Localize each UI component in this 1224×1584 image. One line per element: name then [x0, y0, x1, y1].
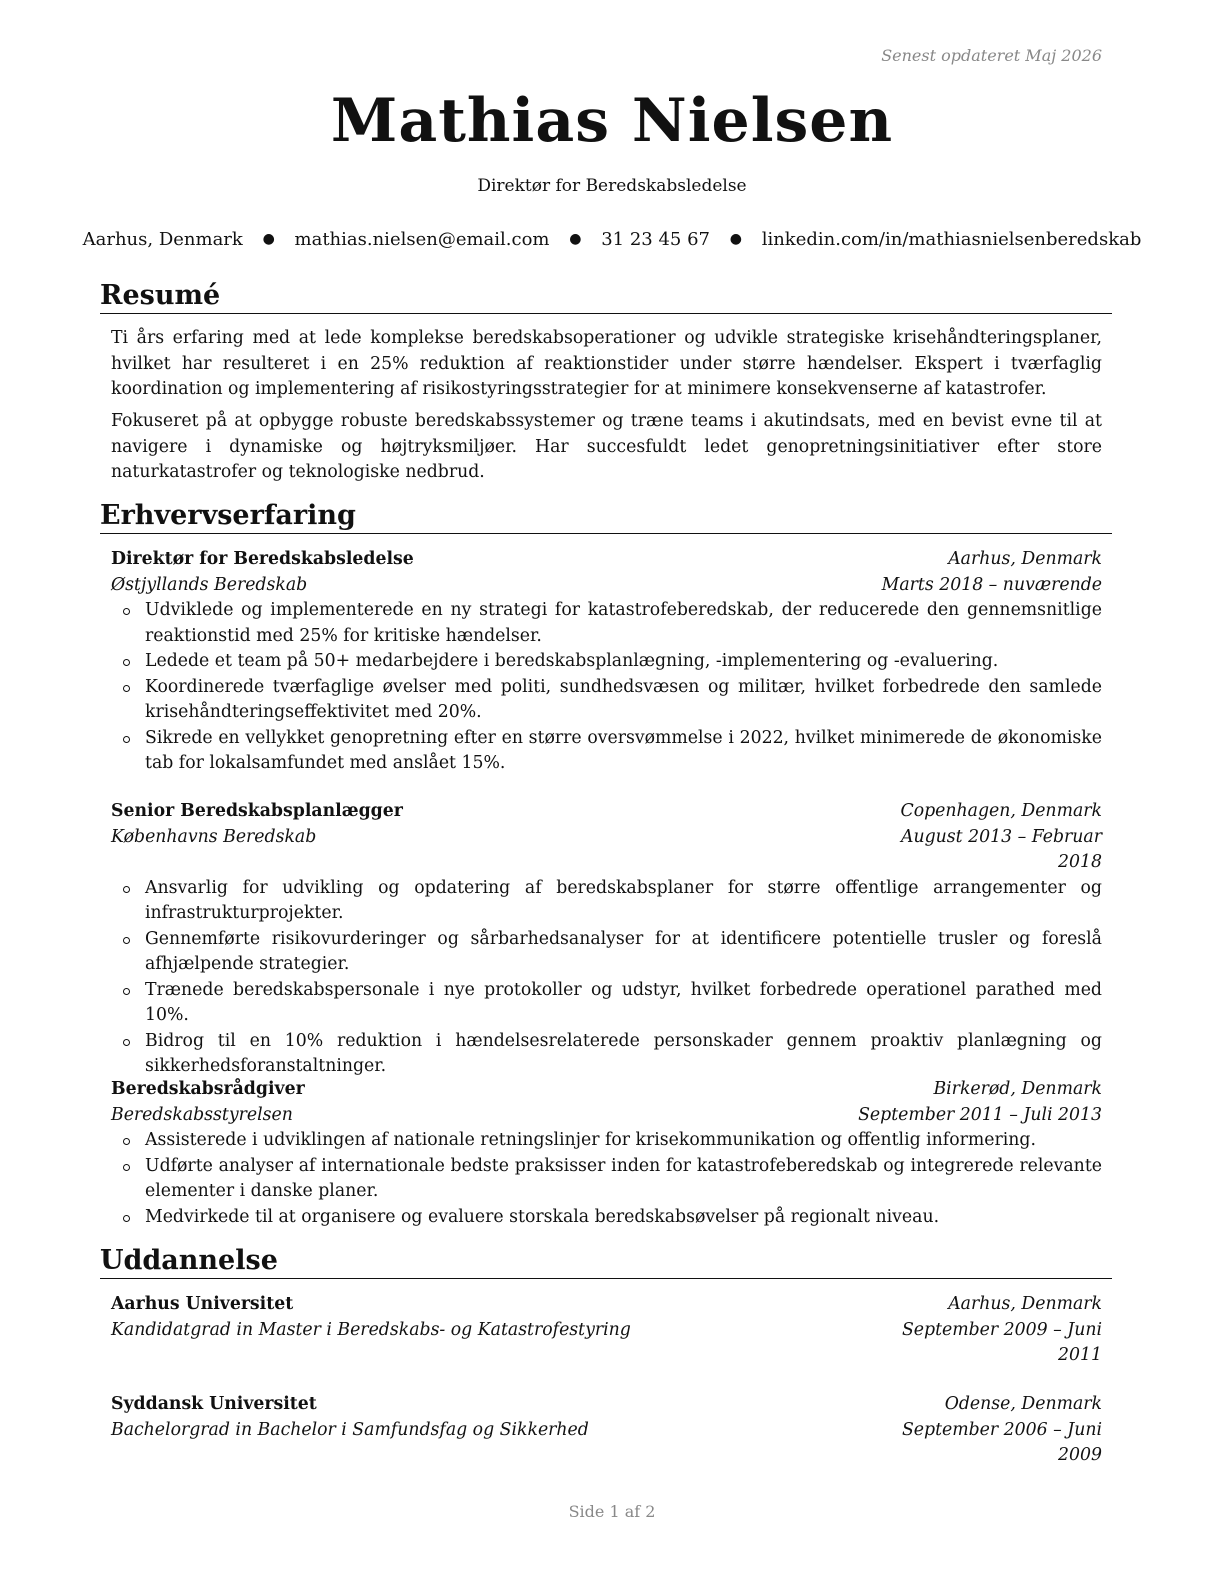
- section-title-summary: Resumé: [100, 280, 1112, 314]
- list-item: Koordinerede tværfaglige øvelser med politi, sundhedsvæsen og militær, hvilket forbedrede den samlede krisehåndteringseffektivitet med 20%.: [111, 675, 1102, 726]
- job-entry: [111, 547, 1102, 777]
- list-item: Assisterede i udviklingen af nationale retningslinjer for krisekommunikation og offentlig informering.: [111, 1128, 1102, 1154]
- list-item: Sikrede en vellykket genopretning efter en større oversvømmelse i 2022, hvilket minimerede de økonomiske tab for lokalsamfundet med anslået 15%.: [111, 726, 1102, 777]
- list-item: Ansvarlig for udvikling og opdatering af beredskabsplaner for større offentlige arrangementer og infrastrukturprojekter.: [111, 876, 1102, 927]
- school-location: Aarhus, Denmark: [948, 1294, 1102, 1314]
- section-title-education: Uddannelse: [100, 1245, 1112, 1279]
- headline: Direktør for Beredskabsledelse: [477, 176, 747, 196]
- job-bullets: [111, 1128, 1102, 1230]
- list-item: Udviklede og implementerede en ny strategi for katastrofeberedskab, der reducerede den gennemsnitlige reaktionstid med 25% for kritiske hændelser.: [111, 598, 1102, 649]
- school-name: Aarhus Universitet: [111, 1294, 294, 1314]
- job-dates: Marts 2018 – nuværende: [881, 574, 1102, 595]
- list-item: Medvirkede til at organisere og evaluere storskala beredskabsøvelser på regionalt niveau.: [111, 1205, 1102, 1231]
- list-item: Gennemførte risikovurderinger og sårbarhedsanalyser for at identificere potentielle trusler og foreslå afhjælpende strategier.: [111, 927, 1102, 978]
- contact-phone[interactable]: 31 23 45 67: [601, 229, 710, 250]
- job-title: Beredskabsrådgiver: [111, 1079, 305, 1099]
- list-item: Bidrog til en 10% reduktion i hændelsesrelaterede personskader gennem proaktiv planlægning og sikkerhedsforanstaltninger.: [111, 1029, 1102, 1080]
- person-name: Mathias Nielsen: [330, 86, 894, 156]
- education-entry: [111, 1392, 1102, 1469]
- contact-location: Aarhus, Denmark: [82, 229, 243, 250]
- contact-email[interactable]: mathias.nielsen@email.com: [294, 229, 550, 250]
- job-organization: Østjyllands Beredskab: [111, 574, 308, 595]
- job-location: Aarhus, Denmark: [948, 549, 1102, 569]
- summary-paragraph: Fokuseret på at opbygge robuste beredskabssystemer og træne teams i akutindsats, med en bevist evne til at navigere i dynamiske og højtryksmiljøer. Har succesfuldt ledet genopretningsinitiativer efter store naturkatastrofer og teknologiske nedbrud.: [111, 411, 1102, 482]
- school-name: Syddansk Universitet: [111, 1394, 317, 1414]
- job-dates: September 2011 – Juli 2013: [858, 1104, 1102, 1125]
- page-number: Side 1 af 2: [568, 1502, 656, 1521]
- school-dates: September 2006 – Juni 2009: [901, 1419, 1102, 1465]
- degree: Bachelorgrad in Bachelor i Samfundsfag og Sikkerhed: [111, 1419, 589, 1440]
- job-dates: August 2013 – Februar 2018: [900, 826, 1102, 872]
- job-entry: [111, 1077, 1102, 1230]
- education-entry: [111, 1292, 1102, 1369]
- school-dates: September 2009 – Juni 2011: [901, 1319, 1102, 1365]
- degree: Kandidatgrad in Master i Beredskabs- og Katastrofestyring: [111, 1319, 631, 1340]
- school-location: Odense, Denmark: [944, 1394, 1102, 1414]
- list-item: Udførte analyser af internationale bedste praksisser inden for katastrofeberedskab og integrerede relevante elementer i danske planer.: [111, 1154, 1102, 1205]
- summary-paragraph: Ti års erfaring med at lede komplekse beredskabsoperationer og udvikle strategiske krisehåndteringsplaner, hvilket har resulteret i en 25% reduktion af reaktionstider under større hændelser. Ekspert i tværfaglig koordination og implementering af risikostyringsstrategier for at minimere konsekvenserne af katastrofer.: [111, 328, 1102, 399]
- contact-line: [0, 229, 1224, 250]
- separator-icon: ●: [569, 231, 582, 247]
- job-entry: [111, 799, 1102, 1080]
- job-organization: Beredskabsstyrelsen: [111, 1104, 293, 1125]
- separator-icon: ●: [262, 231, 275, 247]
- contact-linkedin[interactable]: linkedin.com/in/mathiasnielsenberedskab: [761, 229, 1142, 250]
- job-location: Copenhagen, Denmark: [900, 801, 1102, 821]
- job-title: Senior Beredskabsplanlægger: [111, 801, 403, 821]
- job-bullets: [111, 876, 1102, 1080]
- job-title: Direktør for Beredskabsledelse: [111, 549, 414, 569]
- job-location: Birkerød, Denmark: [933, 1079, 1102, 1099]
- list-item: Ledede et team på 50+ medarbejdere i beredskabsplanlægning, -implementering og -evaluering.: [111, 649, 1102, 675]
- separator-icon: ●: [729, 231, 742, 247]
- section-title-experience: Erhvervserfaring: [100, 500, 1112, 534]
- job-bullets: [111, 598, 1102, 777]
- list-item: Trænede beredskabspersonale i nye protokoller og udstyr, hvilket forbedrede operationel parathed med 10%.: [111, 978, 1102, 1029]
- job-organization: Københavns Beredskab: [111, 826, 317, 847]
- last-updated: Senest opdateret Maj 2026: [881, 46, 1102, 65]
